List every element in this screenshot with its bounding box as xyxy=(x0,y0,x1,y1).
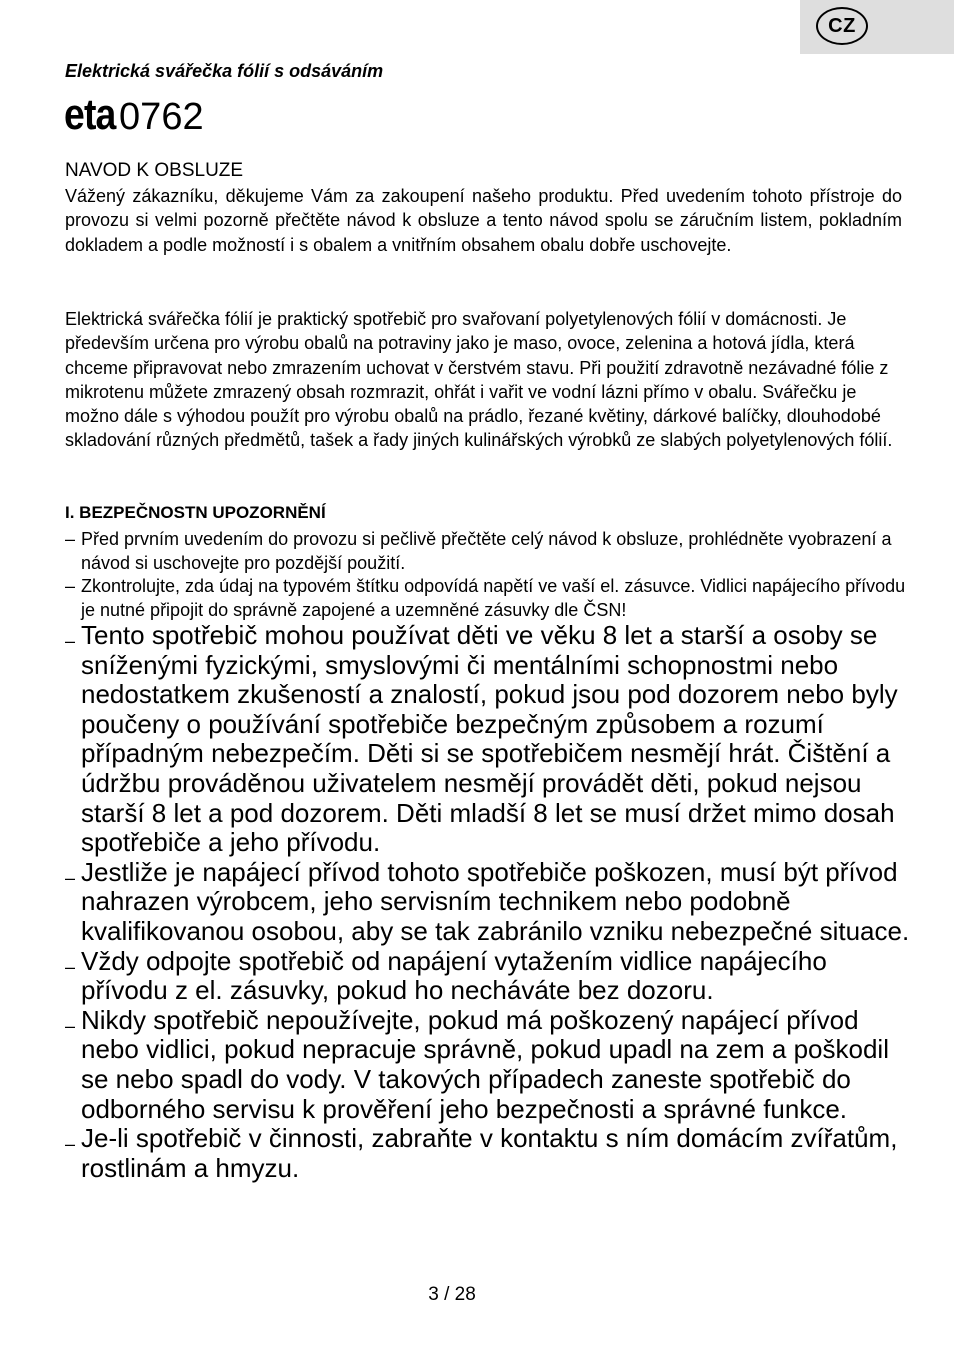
list-item-text: Před prvním uvedením do provozu si pečlivě přečtěte celý návod k obsluze, prohlédněte vyobrazení a návod si uschovejte pro pozdější použití. xyxy=(81,529,892,573)
list-item xyxy=(65,575,915,622)
list-item-text: Nikdy spotřebič nepoužívejte, pokud má poškozený napájecí přívod nebo vidlici, pokud nepracuje správně, pokud upadl na zem a poškodil se nebo spadl do vody. V takových případech zaneste spotřebič do odborného servisu k prověření jeho bezpečnosti a správné funkce. xyxy=(81,1004,889,1124)
list-item xyxy=(65,1006,915,1124)
safety-heading: I. BEZPEČNOSTN UPOZORNĚNÍ xyxy=(65,503,326,522)
model-number: 0762 xyxy=(119,96,204,138)
brand-logo: eta xyxy=(64,90,116,139)
model-line xyxy=(64,90,204,140)
list-item-text: Jestliže je napájecí přívod tohoto spotřebiče poškozen, musí být přívod nahrazen výrobcem, jeho servisním technikem nebo podobně kvalifikovanou osobou, aby se tak zabránilo vzniku nebezpečné situace. xyxy=(81,856,910,946)
list-item-text: Je-li spotřebič v činnosti, zabraňte v kontaktu s ním domácím zvířatům, rostlinám a hmyzu. xyxy=(81,1123,898,1183)
list-item xyxy=(65,1124,915,1183)
dash-bullet: – xyxy=(65,1134,76,1155)
language-badge: CZ xyxy=(816,7,868,45)
list-item-text: Tento spotřebič mohou používat děti ve věku 8 let a starší a osoby se sníženými fyzickými, smyslovými či mentálními schopnostmi nebo nedostatkem zkušeností a znalostí, pokud jsou pod dozorem nebo byly poučeny o používání spotřebiče bezpečným způsobem a rozumí případným nebezpečím. Děti si se spotřebičem nesmějí hrát. Čištění a údržbu prováděnou uživatelem nesmějí provádět děti, pokud nejsou starší 8 let a pod dozorem. Děti mladší 8 let se musí držet mimo dosah spotřebiče a jeho přívodu. xyxy=(81,620,898,858)
dash-bullet: – xyxy=(65,956,76,977)
intro-paragraph: Vážený zákazníku, děkujeme Vám za zakoupení našeho produktu. Před uvedením tohoto přístroje do provozu si velmi pozorně přečtěte návod k obsluze a tento návod spolu se záručním listem, pokladním dokladem a podle možností i s obalem a vnitřním obsahem obalu dobře uschovejte. xyxy=(65,186,902,255)
dash-bullet: – xyxy=(65,529,76,549)
list-item-text: Zkontrolujte, zda údaj na typovém štítku odpovídá napětí ve vaší el. zásuvce. Vidlici napájecího přívodu je nutné připojit do správně zapojené a uzemněné zásuvky dle ČSN! xyxy=(81,576,906,620)
safety-list-small xyxy=(65,528,915,622)
list-item xyxy=(65,858,915,947)
list-item xyxy=(65,621,915,858)
list-item xyxy=(65,947,915,1006)
list-item xyxy=(65,528,915,575)
safety-list-large xyxy=(65,621,915,1183)
manual-heading: NAVOD K OBSLUZE xyxy=(65,160,244,181)
dash-bullet: – xyxy=(65,631,76,651)
list-item-text: Vždy odpojte spotřebič od napájení vytažením vidlice napájecího přívodu z el. zásuvky, pokud ho necháváte bez dozoru. xyxy=(81,945,827,1006)
dash-bullet: – xyxy=(65,576,76,596)
document-title: Elektrická svářečka fólií s odsáváním xyxy=(65,61,384,81)
dash-bullet: – xyxy=(65,867,76,888)
page-number: 3 / 28 xyxy=(428,1284,476,1305)
description-paragraph: Elektrická svářečka fólií je praktický spotřebič pro svařovaní polyetylenových fólií v domácnosti. Je především určena pro výrobu obalů na potraviny jako je maso, ovoce, zelenina a hotová jídla, která chceme připravovat nebo zmrazením uchovat v čerstvém stavu. Při použití zdravotně nezávadné fólie z mikrotenu můžete zmrazený obsah rozmrazit, ohřát i vařit ve vodní lázni přímo v obalu. Svářečku je možno dále s výhodou použít pro výrobu obalů na prádlo, řezané květiny, dárkové balíčky, dlouhodobé skladování různých předmětů, tašek a řady jiných kulinářských výrobků ze slabých polyetylenových fólií. xyxy=(65,309,893,451)
language-tab xyxy=(800,0,954,54)
dash-bullet: – xyxy=(65,1015,76,1036)
